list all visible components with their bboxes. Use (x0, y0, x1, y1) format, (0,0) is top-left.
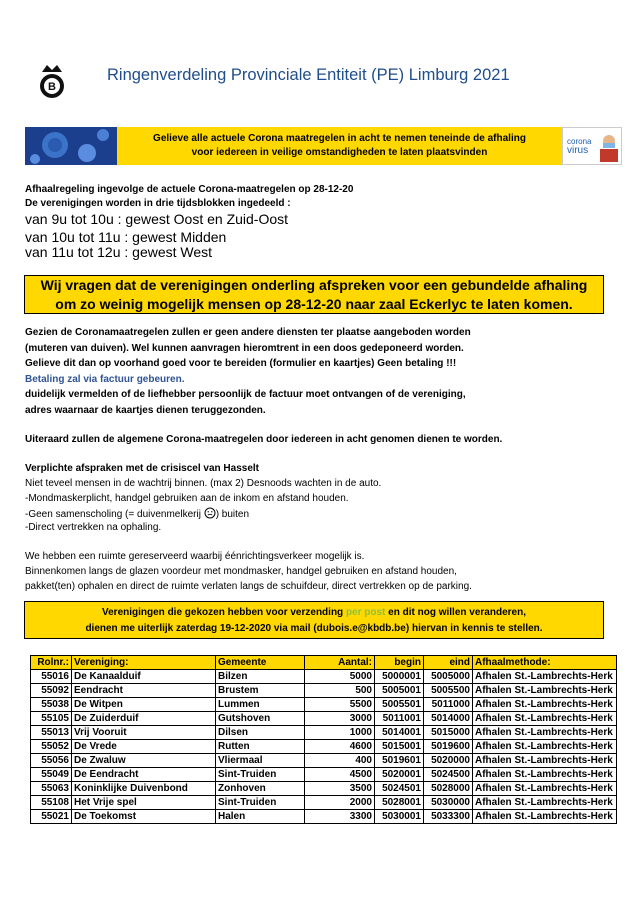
banner3-line2: dienen me uiterlijk zaterdag 19-12-2020 via mail (dubois.e@kbdb.be) hiervan in kennis te stellen. (85, 623, 543, 634)
table-cell: 5015000 (424, 726, 473, 740)
table-cell: Halen (216, 810, 305, 824)
table-row (31, 698, 617, 712)
table-cell: Afhalen St.-Lambrechts-Herk (473, 712, 617, 726)
table-cell: Het Vrije spel (72, 796, 216, 810)
table-cell: 55056 (31, 754, 72, 768)
table-cell: 5024500 (424, 768, 473, 782)
table-cell: 5005001 (375, 684, 424, 698)
table-row (31, 810, 617, 824)
table-cell: 55063 (31, 782, 72, 796)
table-cell: Zonhoven (216, 782, 305, 796)
table-row (31, 684, 617, 698)
table-cell: 55052 (31, 740, 72, 754)
table-cell: 55105 (31, 712, 72, 726)
body-p3: Gelieve dit dan op voorhand goed voor te bereiden (formulier en kaartjes) Geen betaling !!! (25, 358, 457, 369)
federation-logo (34, 62, 70, 100)
table-cell: 5030000 (424, 796, 473, 810)
table-row (31, 768, 617, 782)
table-cell: Sint-Truiden (216, 796, 305, 810)
table-cell: 1000 (305, 726, 375, 740)
table-cell: 5019600 (424, 740, 473, 754)
table-cell: 5015001 (375, 740, 424, 754)
body-p6: adres waarnaar de kaartjes dienen teruggezonden. (25, 405, 266, 416)
body-p11 (25, 507, 249, 522)
table-cell: 5005500 (424, 684, 473, 698)
table-row (31, 754, 617, 768)
table-cell: 3500 (305, 782, 375, 796)
table-cell: 55049 (31, 768, 72, 782)
table-cell: Afhalen St.-Lambrechts-Herk (473, 698, 617, 712)
table-cell: De Zuiderduif (72, 712, 216, 726)
table-cell: 4600 (305, 740, 375, 754)
regeling-line1: Afhaalregeling ingevolge de actuele Corona-maatregelen op 28-12-20 (25, 184, 354, 195)
page-title: Ringenverdeling Provinciale Entiteit (PE) Limburg 2021 (107, 66, 510, 84)
ringen-table (30, 655, 617, 824)
table-cell: Afhalen St.-Lambrechts-Herk (473, 726, 617, 740)
virus-image (25, 127, 117, 165)
table-cell: 5014001 (375, 726, 424, 740)
corona-label-1: corona (567, 137, 592, 146)
banner1-line1: Gelieve alle actuele Corona maatregelen in acht te nemen teneinde de afhaling (153, 133, 526, 144)
table-cell: 3300 (305, 810, 375, 824)
table-cell: 2000 (305, 796, 375, 810)
table-cell: Lummen (216, 698, 305, 712)
table-header-cell: Afhaalmethode: (473, 656, 617, 670)
banner3-line1c: en dit nog willen veranderen, (385, 607, 526, 618)
body-p11a: -Geen samenscholing (= duivenmelkerij (25, 509, 201, 521)
table-cell: 5028000 (424, 782, 473, 796)
table-cell: Afhalen St.-Lambrechts-Herk (473, 684, 617, 698)
table-cell: 5005000 (424, 670, 473, 684)
table-cell: 5000001 (375, 670, 424, 684)
table-cell: 5005501 (375, 698, 424, 712)
table-cell: Eendracht (72, 684, 216, 698)
table-cell: Brustem (216, 684, 305, 698)
corona-label-2: virus (567, 145, 589, 156)
table-cell: 5020000 (424, 754, 473, 768)
table-cell: Gutshoven (216, 712, 305, 726)
table-cell: Bilzen (216, 670, 305, 684)
timeblock-3: van 11u tot 12u : gewest West (25, 244, 213, 260)
table-header-cell: begin (375, 656, 424, 670)
body-p5: duidelijk vermelden of de liefhebber persoonlijk de factuur moet ontvangen of de vereniging, (25, 389, 466, 400)
table-cell: Afhalen St.-Lambrechts-Herk (473, 670, 617, 684)
body-p13: We hebben een ruimte gereserveerd waarbij éénrichtingsverkeer mogelijk is. (25, 551, 365, 562)
table-cell: 5028001 (375, 796, 424, 810)
table-cell: 55038 (31, 698, 72, 712)
table-cell: Afhalen St.-Lambrechts-Herk (473, 740, 617, 754)
table-cell: 5030001 (375, 810, 424, 824)
table-cell: Afhalen St.-Lambrechts-Herk (473, 768, 617, 782)
table-cell: Koninklijke Duivenbond (72, 782, 216, 796)
table-cell: 5011000 (424, 698, 473, 712)
table-cell: Afhalen St.-Lambrechts-Herk (473, 782, 617, 796)
timeblock-2: van 10u tot 11u : gewest Midden (25, 229, 227, 245)
body-p8: Verplichte afspraken met de crisiscel van Hasselt (25, 463, 260, 474)
per-post-highlight: per post (345, 607, 386, 618)
table-cell: 4500 (305, 768, 375, 782)
table-cell: De Vrede (72, 740, 216, 754)
banner1-line2: voor iedereen in veilige omstandigheden te laten plaatsvinden (191, 147, 488, 158)
body-p15: pakket(ten) ophalen en direct de ruimte verlaten langs de schuifdeur, direct vertrekken op de parking. (25, 581, 472, 592)
table-header-cell: Aantal: (305, 656, 375, 670)
timeblock-1: van 9u tot 10u : gewest Oost en Zuid-Oost (25, 211, 289, 227)
table-cell: 55021 (31, 810, 72, 824)
table-cell: 5019601 (375, 754, 424, 768)
table-cell: 5020001 (375, 768, 424, 782)
corona-banner (25, 127, 622, 165)
table-cell: 3000 (305, 712, 375, 726)
table-cell: 500 (305, 684, 375, 698)
banner3-line1a: Verenigingen die gekozen hebben voor verzending (102, 607, 346, 618)
regeling-line2: De verenigingen worden in drie tijdsblokken ingedeeld : (25, 198, 291, 209)
table-cell: De Zwaluw (72, 754, 216, 768)
table-cell: Dilsen (216, 726, 305, 740)
logo-letter: B (48, 81, 56, 93)
table-cell: Vrij Vooruit (72, 726, 216, 740)
table-cell: 55016 (31, 670, 72, 684)
body-p4: Betaling zal via factuur gebeuren. (25, 374, 185, 385)
table-header-cell: Gemeente (216, 656, 305, 670)
banner2-line1: Wij vragen dat de verenigingen onderling afspreken voor een gebundelde afhaling (40, 277, 588, 293)
table-cell: 55013 (31, 726, 72, 740)
table-cell: Vliermaal (216, 754, 305, 768)
body-p1: Gezien de Coronamaatregelen zullen er geen andere diensten ter plaatse aangeboden worden (25, 327, 471, 338)
corona-virus-image (562, 127, 622, 165)
table-cell: De Eendracht (72, 768, 216, 782)
table-cell: De Kanaalduif (72, 670, 216, 684)
table-header-cell: eind (424, 656, 473, 670)
table-row (31, 726, 617, 740)
table-row (31, 712, 617, 726)
table-cell: Rutten (216, 740, 305, 754)
table-header-row (31, 656, 617, 670)
body-p14: Binnenkomen langs de glazen voordeur met mondmasker, handgel gebruiken en afstand houden, (25, 566, 457, 577)
body-p10: -Mondmaskerplicht, handgel gebruiken aan de inkom en afstand houden. (25, 493, 349, 504)
table-cell: Afhalen St.-Lambrechts-Herk (473, 754, 617, 768)
table-header-cell: Vereniging: (72, 656, 216, 670)
table-row (31, 670, 617, 684)
table-row (31, 782, 617, 796)
table-cell: Afhalen St.-Lambrechts-Herk (473, 796, 617, 810)
table-cell: 5014000 (424, 712, 473, 726)
table-cell: 5000 (305, 670, 375, 684)
table-cell: 5500 (305, 698, 375, 712)
table-row (31, 740, 617, 754)
table-cell: Afhalen St.-Lambrechts-Herk (473, 810, 617, 824)
table-cell: 5024501 (375, 782, 424, 796)
table-cell: 55108 (31, 796, 72, 810)
body-p7: Uiteraard zullen de algemene Corona-maatregelen door iedereen in acht genomen dienen te worden. (25, 434, 503, 445)
smiley-icon (204, 507, 216, 522)
table-header-cell: Rolnr.: (31, 656, 72, 670)
afhaling-banner (24, 275, 604, 314)
body-p12: -Direct vertrekken na ophaling. (25, 522, 162, 533)
table-cell: 55092 (31, 684, 72, 698)
body-p11b: ) buiten (215, 509, 250, 521)
table-cell: De Witpen (72, 698, 216, 712)
banner2-line2: om zo weinig mogelijk mensen op 28-12-20 naar zaal Eckerlyc te laten komen. (55, 296, 573, 312)
banner3-line1 (25, 605, 603, 621)
verzending-banner (24, 601, 604, 639)
table-cell: Sint-Truiden (216, 768, 305, 782)
table-row (31, 796, 617, 810)
table-cell: 5033300 (424, 810, 473, 824)
table-cell: De Toekomst (72, 810, 216, 824)
table-cell: 5011001 (375, 712, 424, 726)
body-p9: Niet teveel mensen in de wachtrij binnen. (max 2) Desnoods wachten in de auto. (25, 478, 382, 489)
body-p2: (muteren van duiven). Wel kunnen aanvragen hieromtrent in een doos gedeponeerd worden. (25, 343, 464, 354)
table-cell: 400 (305, 754, 375, 768)
